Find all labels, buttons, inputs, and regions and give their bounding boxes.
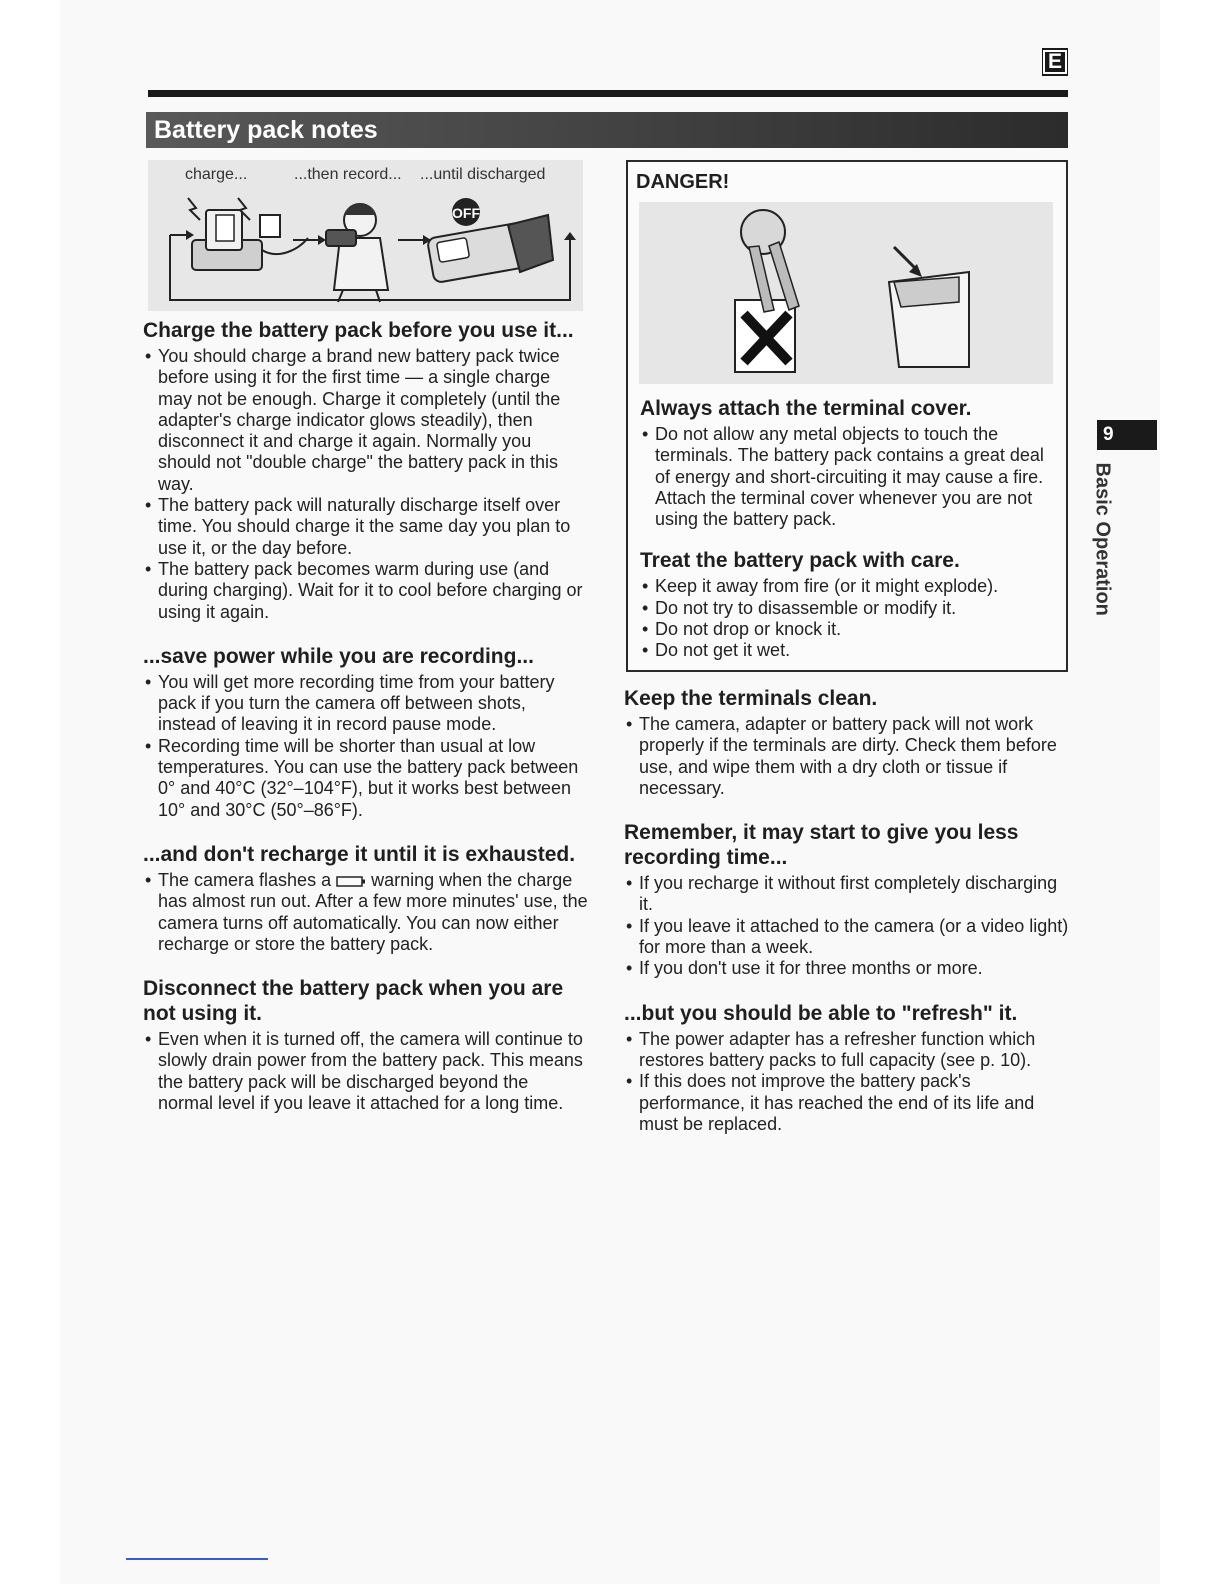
list-item: • If you don't use it for three months or more. bbox=[624, 958, 1069, 979]
heading-treat-with-care: Treat the battery pack with care. bbox=[640, 549, 960, 573]
list-item: • If you leave it attached to the camera (or a video light) for more than a week. bbox=[624, 916, 1069, 959]
list-item: • The power adapter has a refresher function which restores battery packs to full capacity (see p. 10). bbox=[624, 1029, 1069, 1072]
warning-text-before: The camera flashes a bbox=[158, 869, 332, 890]
terminal-cover-illustration bbox=[889, 247, 969, 367]
heading-charge-before-use: Charge the battery pack before you use it... bbox=[143, 319, 574, 342]
list-item: • Do not try to disassemble or modify it. bbox=[640, 598, 1060, 619]
left-column bbox=[143, 318, 588, 1135]
caption-discharged: ...until discharged bbox=[420, 166, 546, 183]
caption-charge: charge... bbox=[185, 166, 248, 183]
language-badge: E bbox=[1042, 48, 1068, 76]
section-disconnect bbox=[143, 976, 588, 1114]
list-item: • Even when it is turned off, the camera will continue to slowly drain power from the battery pack. This means the battery pack will be discharged beyond the normal level if you leave it attached for a long time. bbox=[143, 1029, 588, 1114]
battery-warning-icon bbox=[336, 876, 366, 887]
person-recording-illustration bbox=[326, 204, 388, 302]
section-terminal-cover bbox=[640, 396, 1060, 530]
camera-off-illustration bbox=[427, 198, 553, 283]
charger-illustration bbox=[188, 198, 308, 270]
bottom-rule bbox=[126, 1558, 268, 1560]
danger-content bbox=[640, 396, 1060, 680]
section-terminals-clean bbox=[624, 686, 1069, 799]
list-item: • Do not allow any metal objects to touch the terminals. The battery pack contains a great deal of energy and short-circuiting it may cause a fire. Attach the terminal cover whenever you are not using the battery pack. bbox=[640, 424, 1060, 530]
list-item: • Do not get it wet. bbox=[640, 640, 1060, 661]
list-item: • If you recharge it without first completely discharging it. bbox=[624, 873, 1069, 916]
danger-box bbox=[626, 160, 1068, 672]
section-charge-before-use bbox=[143, 318, 588, 623]
list-item: • Do not drop or knock it. bbox=[640, 619, 1060, 640]
caption-record: ...then record... bbox=[294, 166, 402, 183]
list-item: • If this does not improve the battery pack's performance, it has reached the end of its life and must be replaced. bbox=[624, 1071, 1069, 1135]
terminal-cover-figure bbox=[639, 202, 1053, 384]
section-less-recording-time bbox=[624, 820, 1069, 979]
list-item: • The camera, adapter or battery pack will not work properly if the terminals are dirty. Check them before use, and wipe them with a dry cloth or tissue if necessary. bbox=[624, 714, 1069, 799]
chapter-label: Basic Operation bbox=[1091, 462, 1114, 616]
danger-title: DANGER! bbox=[636, 171, 730, 193]
list-item bbox=[143, 870, 588, 955]
top-rule bbox=[148, 90, 1068, 97]
section-refresh bbox=[624, 1001, 1069, 1135]
heading-terminals-clean: Keep the terminals clean. bbox=[624, 687, 878, 710]
section-dont-recharge bbox=[143, 842, 588, 955]
list-item: • You will get more recording time from your battery pack if you turn the camera off between shots, instead of leaving it in record pause mode. bbox=[143, 672, 588, 736]
list-item: • The battery pack will naturally discharge itself over time. You should charge it the same day you plan to use it, or the day before. bbox=[143, 495, 588, 559]
heading-terminal-cover: Always attach the terminal cover. bbox=[640, 397, 972, 420]
section-treat-with-care bbox=[640, 548, 1060, 661]
list-item: • The battery pack becomes warm during use (and during charging). Wait for it to cool before charging or using it again. bbox=[143, 559, 588, 623]
charge-record-discharge-figure bbox=[148, 160, 583, 311]
heading-refresh: ...but you should be able to "refresh" it. bbox=[624, 1001, 1018, 1025]
keys-on-terminals-illustration bbox=[735, 210, 799, 372]
heading-save-power: ...save power while you are recording... bbox=[143, 644, 534, 668]
list-item: • You should charge a brand new battery pack twice before using it for the first time — a single charge may not be enough. Charge it completely (until the adapter's charge indicator glows steadily), then disconnect it and charge it again. Normally you should not "double charge" the battery pack in this way. bbox=[143, 346, 588, 495]
section-save-power bbox=[143, 644, 588, 821]
heading-less-recording-time: Remember, it may start to give you less recording time... bbox=[624, 821, 1019, 870]
heading-dont-recharge: ...and don't recharge it until it is exhausted. bbox=[143, 842, 576, 866]
warning-text-after: warning when the charge has almost run out. After a few more minutes' use, the camera turns off automatically. You can now either recharge or store the battery pack. bbox=[158, 869, 588, 954]
off-label: OFF bbox=[452, 205, 480, 221]
right-column bbox=[624, 686, 1069, 1156]
chapter-number-tab: 9 bbox=[1097, 420, 1157, 450]
title-bar bbox=[146, 112, 1068, 148]
page-title: Battery pack notes bbox=[154, 116, 378, 144]
list-item: • Recording time will be shorter than usual at low temperatures. You can use the battery pack between 0° and 40°C (32°–104°F), but it works best between 10° and 30°C (50°–86°F). bbox=[143, 736, 588, 821]
list-item: • Keep it away from fire (or it might explode). bbox=[640, 576, 1060, 597]
heading-disconnect: Disconnect the battery pack when you are not using it. bbox=[143, 977, 564, 1026]
